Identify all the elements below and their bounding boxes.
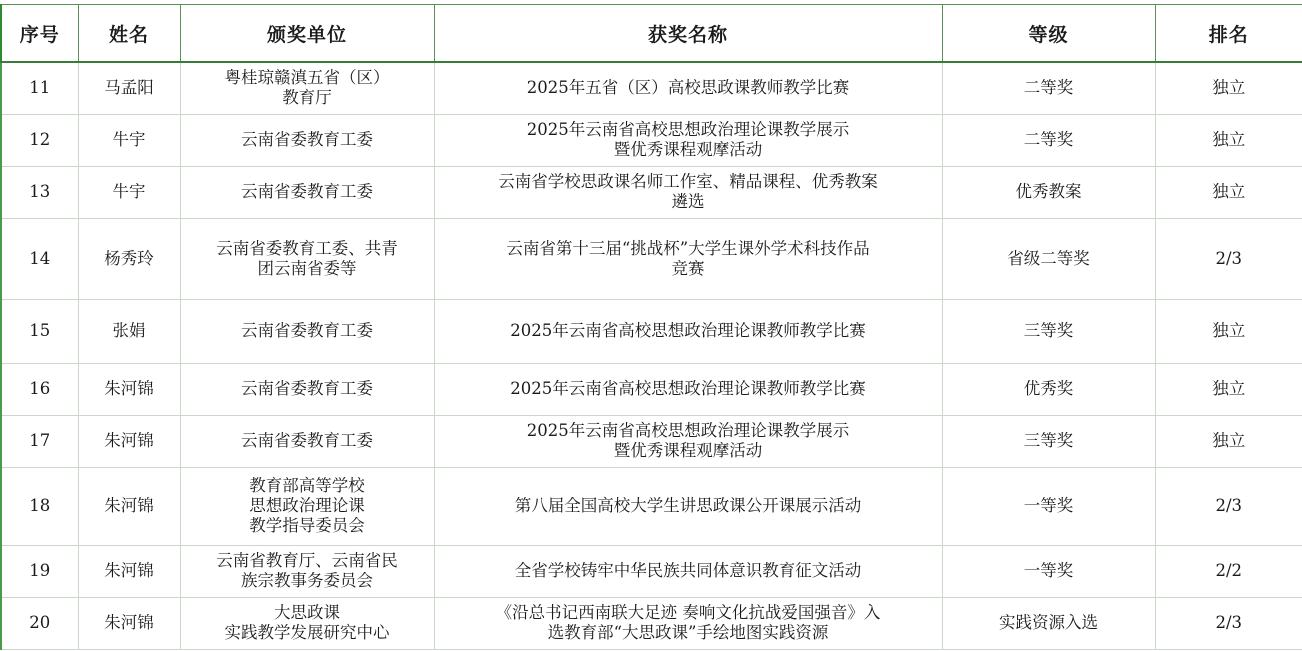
cell-issuer [180, 415, 434, 467]
header-name: 姓名 [78, 5, 180, 63]
cell-index: 15 [1, 299, 78, 363]
cell-award-line: 《沿总书记西南联大足迹 奏响文化抗战爱国强音》入 [495, 603, 881, 622]
cell-issuer-line: 教学指导委员会 [249, 516, 365, 535]
cell-award-line: 暨优秀课程观摩活动 [613, 140, 763, 159]
cell-issuer-line: 云南省教育厅、云南省民 [216, 551, 398, 570]
cell-index: 11 [1, 62, 78, 114]
cell-index: 13 [1, 166, 78, 218]
cell-award-line: 云南省第十三届“挑战杯”大学生课外学术科技作品 [506, 238, 870, 258]
awards-table [0, 4, 1302, 650]
cell-award-line: 2025年云南省高校思想政治理论课教学展示 [526, 120, 850, 139]
cell-rank: 独立 [1155, 363, 1302, 415]
cell-level: 二等奖 [942, 114, 1155, 166]
cell-award-line: 竞赛 [671, 258, 705, 278]
cell-rank: 独立 [1155, 299, 1302, 363]
table-row [1, 545, 1302, 597]
cell-issuer-line: 云南省委教育工委 [241, 130, 373, 149]
cell-level: 三等奖 [942, 299, 1155, 363]
header-issuer: 颁奖单位 [180, 5, 434, 63]
cell-issuer-line: 实践教学发展研究中心 [224, 623, 390, 642]
cell-name: 马孟阳 [78, 62, 180, 114]
cell-issuer-line: 教育厅 [282, 88, 332, 108]
cell-issuer [180, 363, 434, 415]
cell-award-line: 全省学校铸牢中华民族共同体意识教育征文活动 [514, 561, 862, 580]
header-award: 获奖名称 [434, 5, 942, 63]
cell-level: 二等奖 [942, 62, 1155, 114]
cell-issuer-line: 云南省委教育工委 [241, 431, 373, 450]
cell-issuer-line: 团云南省委等 [257, 258, 357, 278]
cell-award [434, 415, 942, 467]
cell-level: 一等奖 [942, 545, 1155, 597]
cell-level: 实践资源入选 [942, 597, 1155, 649]
cell-issuer [180, 114, 434, 166]
cell-rank: 独立 [1155, 62, 1302, 114]
cell-issuer [180, 467, 434, 545]
table-row [1, 597, 1302, 649]
cell-issuer [180, 299, 434, 363]
cell-level: 三等奖 [942, 415, 1155, 467]
table-row [1, 467, 1302, 545]
cell-index: 16 [1, 363, 78, 415]
cell-award-line: 2025年云南省高校思想政治理论课教学展示 [526, 421, 850, 440]
cell-issuer [180, 545, 434, 597]
cell-index: 18 [1, 467, 78, 545]
cell-name: 朱河锦 [78, 363, 180, 415]
cell-rank: 独立 [1155, 166, 1302, 218]
cell-award [434, 467, 942, 545]
table-row [1, 166, 1302, 218]
header-rank: 排名 [1155, 5, 1302, 63]
cell-award-line: 2025年五省（区）高校思政课教师教学比赛 [526, 78, 850, 98]
cell-issuer-line: 族宗教事务委员会 [241, 571, 373, 590]
cell-level: 优秀教案 [942, 166, 1155, 218]
cell-issuer-line: 思想政治理论课 [249, 496, 365, 515]
cell-issuer-line: 云南省委教育工委、共青 [216, 238, 398, 258]
cell-rank: 2/3 [1155, 467, 1302, 545]
cell-name: 牛宇 [78, 166, 180, 218]
header-row [1, 5, 1302, 63]
cell-name: 张娟 [78, 299, 180, 363]
cell-index: 14 [1, 218, 78, 299]
cell-award-line: 2025年云南省高校思想政治理论课教师教学比赛 [510, 321, 866, 340]
cell-name: 杨秀玲 [78, 218, 180, 299]
cell-award [434, 114, 942, 166]
cell-index: 19 [1, 545, 78, 597]
cell-award-line: 遴选 [671, 192, 705, 211]
cell-level: 优秀奖 [942, 363, 1155, 415]
cell-award-line: 选教育部“大思政课”手绘地图实践资源 [547, 623, 829, 642]
cell-issuer-line: 教育部高等学校 [249, 476, 365, 495]
cell-name: 牛宇 [78, 114, 180, 166]
table-body [1, 62, 1302, 649]
table-row [1, 114, 1302, 166]
cell-issuer [180, 166, 434, 218]
cell-level: 一等奖 [942, 467, 1155, 545]
cell-award [434, 545, 942, 597]
cell-award [434, 597, 942, 649]
cell-index: 20 [1, 597, 78, 649]
cell-award [434, 363, 942, 415]
cell-award-line: 2025年云南省高校思想政治理论课教师教学比赛 [510, 379, 866, 398]
cell-index: 17 [1, 415, 78, 467]
cell-award-line: 暨优秀课程观摩活动 [613, 441, 763, 460]
cell-index: 12 [1, 114, 78, 166]
table-row [1, 415, 1302, 467]
cell-issuer-line: 粤桂琼赣滇五省（区） [224, 68, 390, 88]
cell-award-line: 云南省学校思政课名师工作室、精品课程、优秀教案 [498, 172, 878, 191]
table-row [1, 363, 1302, 415]
table-row [1, 299, 1302, 363]
cell-name: 朱河锦 [78, 597, 180, 649]
cell-issuer-line: 云南省委教育工委 [241, 321, 373, 340]
cell-name: 朱河锦 [78, 467, 180, 545]
cell-rank: 2/3 [1155, 597, 1302, 649]
cell-award [434, 166, 942, 218]
cell-award [434, 62, 942, 114]
cell-issuer-line: 云南省委教育工委 [241, 182, 373, 201]
table-row [1, 218, 1302, 299]
cell-rank: 2/2 [1155, 545, 1302, 597]
cell-award [434, 218, 942, 299]
cell-rank: 独立 [1155, 114, 1302, 166]
cell-issuer [180, 218, 434, 299]
table-row [1, 62, 1302, 114]
cell-issuer [180, 597, 434, 649]
cell-rank: 2/3 [1155, 218, 1302, 299]
cell-award-line: 第八届全国高校大学生讲思政课公开课展示活动 [514, 496, 862, 515]
cell-issuer [180, 62, 434, 114]
cell-name: 朱河锦 [78, 415, 180, 467]
cell-issuer-line: 大思政课 [274, 603, 340, 622]
header-index: 序号 [1, 5, 78, 63]
cell-rank: 独立 [1155, 415, 1302, 467]
cell-name: 朱河锦 [78, 545, 180, 597]
header-level: 等级 [942, 5, 1155, 63]
cell-level: 省级二等奖 [942, 218, 1155, 299]
cell-issuer-line: 云南省委教育工委 [241, 379, 373, 398]
cell-award [434, 299, 942, 363]
